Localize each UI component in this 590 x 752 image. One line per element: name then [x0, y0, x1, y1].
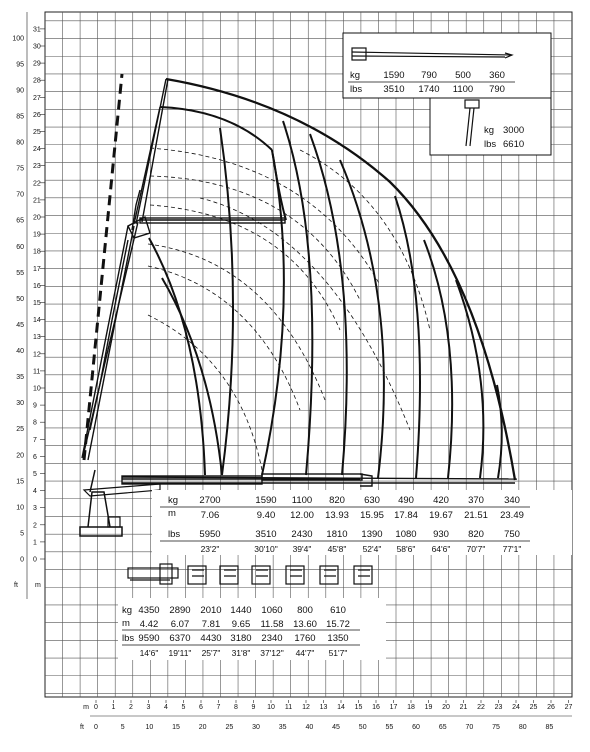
jib-kg-label: kg	[350, 70, 361, 81]
y-tick-m: 20	[33, 214, 41, 222]
y-tick-ft: 80	[16, 139, 24, 147]
jib-kg-value: 500	[455, 70, 471, 81]
y-tick-m: 3	[33, 505, 37, 513]
lower-m-value: 9.65	[231, 619, 251, 630]
y-tick-ft: 35	[16, 374, 24, 382]
main-m-value: 21.51	[464, 510, 488, 521]
lower-ft-value: 31'8"	[231, 648, 251, 658]
x-tick-m: 24	[512, 704, 520, 711]
y-tick-ft: 40	[16, 348, 24, 356]
winch-kg-value: 3000	[503, 125, 525, 136]
y-tick-ft: 30	[16, 400, 24, 408]
main-lbs-value: 2430	[291, 529, 313, 540]
y-tick-ft: 0	[20, 556, 24, 564]
y-tick-m: 1	[33, 539, 37, 547]
main-ft-value: 64'6"	[431, 544, 451, 554]
y-tick-ft: 65	[16, 217, 24, 225]
main-m-value: 19.67	[429, 510, 453, 521]
main-lbs-value: 930	[433, 529, 449, 540]
x-tick-m: 16	[372, 704, 380, 711]
x-tick-ft: 0	[94, 724, 98, 731]
lower-lbs-value: 3180	[230, 633, 252, 644]
y-tick-m: 15	[33, 300, 41, 307]
y-tick-m: 6	[33, 453, 37, 461]
x-tick-m: 11	[284, 704, 293, 711]
x-tick-ft: 15	[172, 724, 180, 731]
y-tick-ft: 95	[16, 61, 24, 69]
y-tick-ft: 85	[16, 113, 24, 121]
main-lbs-value: 1810	[326, 529, 348, 540]
main-lbs-value: 820	[468, 529, 484, 540]
y-tick-m: 28	[33, 77, 41, 85]
lower-kg-value: 2890	[169, 605, 191, 616]
y-tick-m: 14	[33, 317, 41, 325]
main-lbs-value: 1080	[395, 529, 417, 540]
x-tick-m: 10	[267, 704, 275, 711]
lower-m-value: 11.58	[260, 619, 284, 630]
y-tick-ft: 10	[16, 504, 24, 512]
x-tick-m: 21	[459, 704, 468, 711]
x-unit-m: m	[83, 704, 89, 711]
y-tick-m: 30	[33, 43, 41, 51]
x-tick-m: 12	[302, 704, 310, 711]
main-m-value: 12.00	[290, 510, 314, 521]
y-tick-m: 9	[33, 402, 37, 410]
y-tick-m: 2	[33, 522, 37, 530]
lower-lbs-value: 4430	[200, 633, 222, 644]
y-tick-m: 17	[33, 265, 41, 273]
main-lbs-value: 750	[504, 529, 520, 540]
main-m-label: m	[168, 508, 176, 519]
lower-lbs-label: lbs	[122, 633, 135, 644]
jib-kg-value: 1590	[383, 70, 405, 81]
y-tick-m: 13	[33, 334, 41, 342]
main-ft-value: 45'8"	[327, 544, 347, 554]
x-tick-ft: 85	[545, 724, 554, 731]
y-tick-ft: 45	[16, 321, 24, 329]
y-tick-m: 12	[33, 351, 41, 359]
main-lbs-value: 1390	[361, 529, 383, 540]
y-tick-ft: 60	[16, 243, 24, 251]
lower-m-value: 6.07	[170, 619, 190, 630]
jib-kg-value: 790	[421, 70, 437, 81]
y-tick-m: 27	[33, 94, 41, 102]
jib-kg-value: 360	[489, 70, 505, 81]
winch-kg-label: kg	[484, 125, 495, 136]
x-tick-m: 26	[547, 704, 555, 711]
lower-lbs-value: 1350	[327, 633, 349, 644]
main-ft-value: 39'4"	[292, 544, 312, 554]
y-tick-m: 29	[33, 60, 41, 68]
main-ft-value: 77'1"	[502, 544, 522, 554]
y-tick-m: 7	[33, 436, 37, 444]
jib-lbs-value: 1740	[418, 84, 440, 95]
x-unit-ft: ft	[80, 724, 84, 731]
main-ft-value: 30'10"	[254, 544, 278, 554]
main-m-value: 15.95	[360, 510, 384, 521]
x-tick-ft: 75	[492, 724, 500, 731]
main-kg-value: 1590	[255, 495, 277, 506]
main-ft-value: 23'2"	[200, 544, 220, 554]
main-kg-value: 1100	[291, 495, 313, 506]
jib-lbs-value: 1100	[452, 84, 474, 95]
y-tick-m: 8	[33, 419, 37, 427]
lower-m-value: 7.81	[201, 619, 221, 630]
winch-lbs-label: lbs	[484, 139, 497, 150]
y-tick-ft: 50	[16, 295, 24, 303]
main-m-value: 17.84	[394, 510, 418, 521]
main-m-value: 23.49	[500, 510, 524, 521]
x-tick-m: 4	[164, 704, 168, 711]
y-tick-m: 11	[33, 368, 41, 376]
x-tick-m: 9	[251, 704, 256, 711]
x-tick-ft: 45	[332, 724, 340, 731]
y-tick-ft: 5	[20, 530, 24, 538]
x-tick-ft: 65	[438, 724, 447, 731]
main-kg-value: 490	[398, 495, 414, 506]
y-tick-m: 24	[33, 146, 41, 154]
main-kg-value: 420	[433, 495, 449, 506]
x-tick-m: 27	[564, 704, 573, 711]
main-kg-value: 370	[468, 495, 484, 506]
x-tick-m: 25	[529, 704, 538, 711]
lower-ft-value: 37'12"	[260, 648, 284, 658]
main-ft-value: 58'6"	[396, 544, 416, 554]
x-tick-ft: 55	[385, 724, 394, 731]
x-tick-m: 8	[234, 704, 238, 711]
x-tick-m: 19	[424, 704, 433, 711]
y-tick-ft: 75	[16, 165, 24, 173]
x-tick-m: 2	[129, 704, 133, 711]
x-tick-ft: 50	[358, 724, 367, 731]
main-kg-value: 820	[329, 495, 345, 506]
y-tick-m: 23	[33, 163, 41, 171]
lower-ft-value: 51'7"	[328, 648, 348, 658]
lower-ft-value: 14'6"	[139, 648, 159, 658]
x-tick-ft: 10	[145, 724, 154, 731]
x-tick-m: 5	[181, 704, 186, 711]
x-tick-m: 14	[337, 704, 345, 711]
y-unit-m: m	[35, 582, 41, 589]
main-m-value: 7.06	[200, 510, 220, 521]
lower-kg-value: 800	[297, 605, 313, 616]
y-tick-m: 10	[33, 385, 41, 393]
x-tick-m: 23	[494, 704, 503, 711]
y-tick-ft: 100	[12, 35, 24, 43]
x-tick-m: 22	[477, 704, 485, 711]
x-tick-m: 7	[216, 704, 221, 711]
y-tick-m: 21	[33, 197, 41, 205]
main-ft-value: 70'7"	[466, 544, 486, 554]
x-tick-m: 18	[407, 704, 415, 711]
main-lbs-value: 3510	[255, 529, 277, 540]
x-tick-ft: 35	[278, 724, 287, 731]
lower-kg-value: 1060	[261, 605, 283, 616]
jib-lbs-value: 790	[489, 84, 505, 95]
y-tick-ft: 25	[16, 426, 24, 434]
x-tick-ft: 40	[305, 724, 314, 731]
lower-lbs-value: 2340	[261, 633, 283, 644]
y-tick-ft: 20	[16, 452, 24, 460]
lower-lbs-value: 1760	[294, 633, 316, 644]
main-kg-value: 340	[504, 495, 520, 506]
main-kg-value: 2700	[199, 495, 221, 506]
y-tick-m: 0	[33, 556, 37, 564]
main-m-value: 9.40	[256, 510, 276, 521]
lower-kg-value: 1440	[230, 605, 252, 616]
y-tick-m: 22	[33, 180, 41, 188]
lower-table-panel	[118, 598, 386, 660]
y-tick-m: 31	[33, 26, 41, 34]
lower-m-value: 13.60	[293, 619, 317, 630]
lower-m-value: 15.72	[326, 619, 350, 630]
main-ft-value: 52'4"	[362, 544, 382, 554]
y-tick-m: 18	[33, 248, 41, 256]
lower-kg-value: 4350	[138, 605, 160, 616]
x-tick-m: 17	[389, 704, 398, 711]
lower-m-value: 4.42	[139, 619, 159, 630]
x-tick-m: 15	[354, 704, 363, 711]
winch-lbs-value: 6610	[503, 139, 525, 150]
x-tick-ft: 80	[518, 724, 527, 731]
lower-lbs-value: 9590	[138, 633, 160, 644]
x-tick-m: 3	[146, 704, 151, 711]
x-tick-ft: 60	[412, 724, 420, 731]
y-tick-m: 5	[33, 471, 37, 478]
x-tick-ft: 70	[465, 724, 474, 731]
y-tick-m: 4	[33, 488, 37, 496]
lower-ft-value: 19'11"	[168, 648, 192, 658]
x-tick-ft: 20	[198, 724, 207, 731]
x-tick-m: 20	[442, 704, 450, 711]
jib-lbs-value: 3510	[383, 84, 405, 95]
main-table-panel	[152, 490, 572, 555]
main-kg-value: 630	[364, 495, 380, 506]
lower-ft-value: 44'7"	[295, 648, 315, 658]
y-tick-m: 25	[33, 129, 41, 136]
x-tick-m: 1	[111, 704, 116, 711]
lower-kg-label: kg	[122, 605, 133, 616]
y-tick-m: 16	[33, 282, 41, 290]
x-tick-ft: 25	[225, 724, 234, 731]
lower-kg-value: 2010	[200, 605, 222, 616]
jib-lbs-label: lbs	[350, 84, 363, 95]
main-lbs-label: lbs	[168, 529, 181, 540]
y-tick-m: 26	[33, 111, 41, 119]
x-tick-m: 13	[319, 704, 328, 711]
main-kg-label: kg	[168, 495, 179, 506]
x-tick-m: 0	[94, 704, 98, 711]
lower-ft-value: 25'7"	[201, 648, 221, 658]
y-unit-ft: ft	[14, 582, 18, 589]
lower-m-label: m	[122, 618, 130, 629]
x-tick-ft: 30	[252, 724, 260, 731]
y-tick-ft: 90	[16, 87, 24, 95]
x-tick-m: 6	[199, 704, 203, 711]
main-lbs-value: 5950	[199, 529, 221, 540]
x-tick-ft: 5	[120, 724, 125, 731]
y-tick-m: 19	[33, 231, 41, 239]
y-tick-ft: 15	[16, 478, 24, 486]
jib-box	[343, 33, 551, 98]
lower-kg-value: 610	[330, 605, 346, 616]
y-tick-ft: 55	[16, 269, 24, 277]
lower-lbs-value: 6370	[169, 633, 191, 644]
y-tick-ft: 70	[16, 191, 24, 199]
main-m-value: 13.93	[325, 510, 349, 521]
